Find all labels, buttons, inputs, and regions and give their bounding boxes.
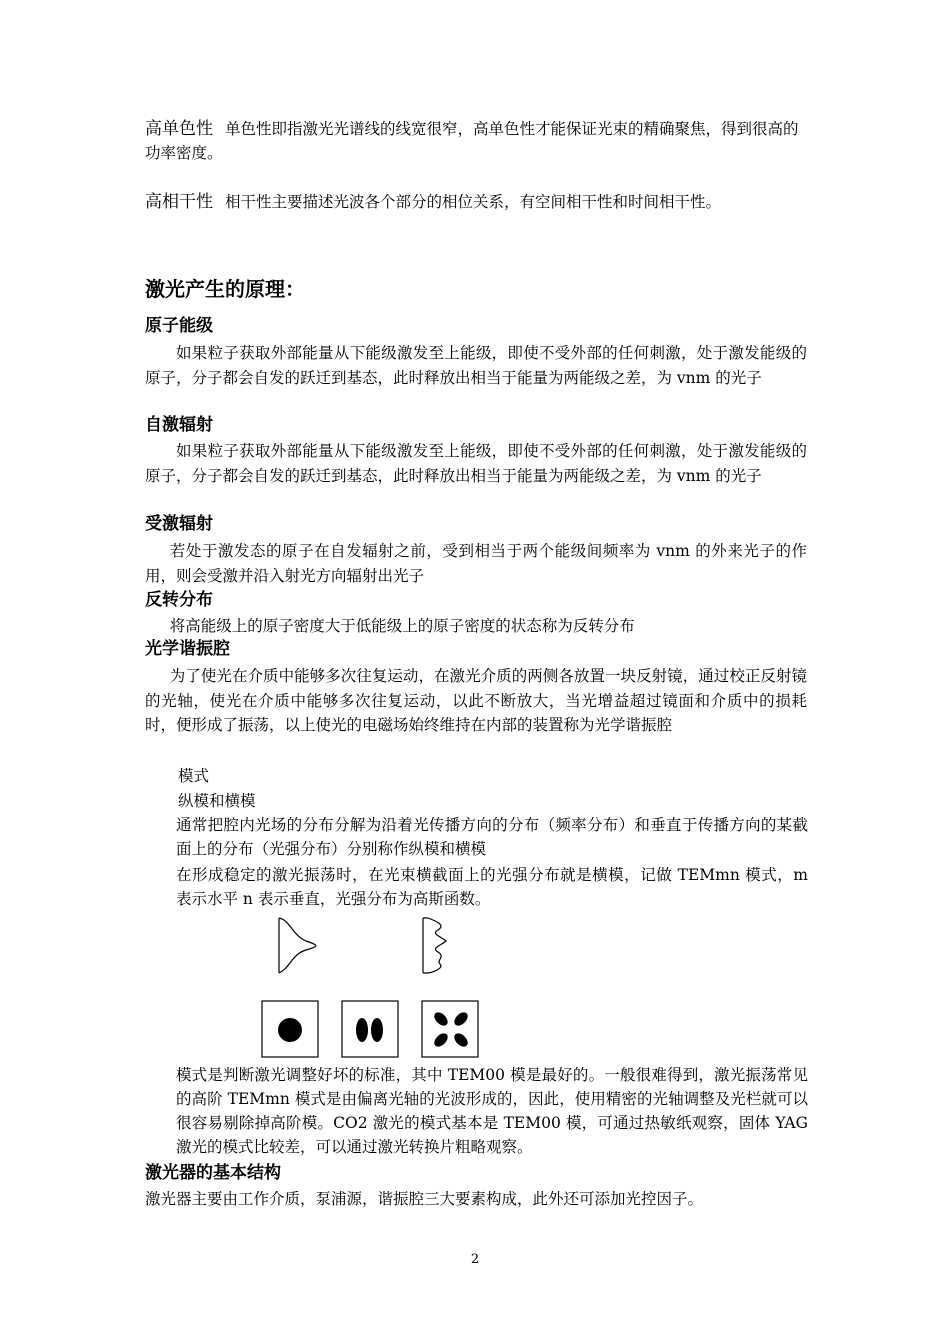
section-text: 如果粒子获取外部能量从下能级激发至上能级，即使不受外部的任何刺激，处于激发能级的原子，分子都会自发的跃迁到基态，此时释放出相当于能量为两能级之差，为 vnm 的光子 bbox=[145, 344, 807, 387]
section-heading: 原子能级 bbox=[145, 316, 213, 336]
multimode-profile-diagram bbox=[423, 918, 446, 973]
property-term: 高相干性 bbox=[145, 192, 213, 212]
section-heading: 激光器的基本结构 bbox=[145, 1163, 281, 1183]
page-number: 2 bbox=[470, 1252, 480, 1267]
tem00-mode-box bbox=[262, 1001, 318, 1057]
mode-label: 模式 bbox=[178, 767, 210, 785]
mode-paragraph: 模式是判断激光调整好坏的标准，其中 TEM00 模是最好的。一般很难得到，激光振荡常见的高阶 TEMmn 模式是由偏离光轴的光波形成的，因此，使用精密的光轴调整及光栏就可以很容易剔除掉高阶模。CO2 激光的模式基本是 TEM00 模，可通过热敏纸观察，固体 YAG 激光的模式比较差，可以通过激光转换片粗略观察。 bbox=[176, 1066, 808, 1156]
section-heading: 光学谐振腔 bbox=[145, 639, 230, 659]
section-heading: 受激辐射 bbox=[145, 514, 213, 534]
section-text: 为了使光在介质中能够多次往复运动，在激光介质的两侧各放置一块反射镜，通过校正反射镜的光轴，使光在介质中能够多次往复运动，以此不断放大，当光增益超过镜面和介质中的损耗时，便形成了振荡，以上使光的电磁场始终维持在内部的装置称为光学谐振腔 bbox=[145, 667, 807, 734]
section-text: 激光器主要由工作介质，泵浦源，谐振腔三大要素构成，此外还可添加光控因子。 bbox=[145, 1190, 704, 1208]
mode-paragraph: 通常把腔内光场的分布分解为沿着光传播方向的分布（频率分布）和垂直于传播方向的某截面上的分布（光强分布）分别称作纵模和横模 bbox=[176, 816, 808, 858]
section-heading: 反转分布 bbox=[145, 590, 213, 610]
section-text: 若处于激发态的原子在自发辐射之前，受到相当于两个能级间频率为 vnm 的外来光子的作用，则会受激并沿入射光方向辐射出光子 bbox=[145, 542, 807, 585]
tem01-mode-box bbox=[342, 1001, 398, 1057]
mode-paragraph: 在形成稳定的激光振荡时，在光束横截面上的光强分布就是横模，记做 TEMmn 模式，m 表示水平 n 表示垂直，光强分布为高斯函数。 bbox=[176, 866, 808, 908]
property-term: 高单色性 bbox=[145, 119, 213, 139]
mode-sublabel: 纵模和横模 bbox=[178, 792, 256, 810]
section-text: 将高能级上的原子密度大于低能级上的原子密度的状态称为反转分布 bbox=[169, 617, 635, 635]
section-text: 如果粒子获取外部能量从下能级激发至上能级，即使不受外部的任何刺激，处于激发能级的原子，分子都会自发的跃迁到基态，此时释放出相当于能量为两能级之差，为 vnm 的光子 bbox=[145, 442, 807, 485]
gaussian-profile-diagram bbox=[279, 918, 316, 973]
tem11-mode-box bbox=[422, 1001, 478, 1057]
property-text: 单色性即指激光光谱线的线宽很窄，高单色性才能保证光束的精确聚焦，得到很高的功率密度。 bbox=[145, 120, 799, 162]
section-title: 激光产生的原理： bbox=[145, 277, 305, 301]
section-heading: 自激辐射 bbox=[145, 415, 213, 435]
property-text: 相干性主要描述光波各个部分的相位关系，有空间相干性和时间相干性。 bbox=[225, 193, 722, 211]
